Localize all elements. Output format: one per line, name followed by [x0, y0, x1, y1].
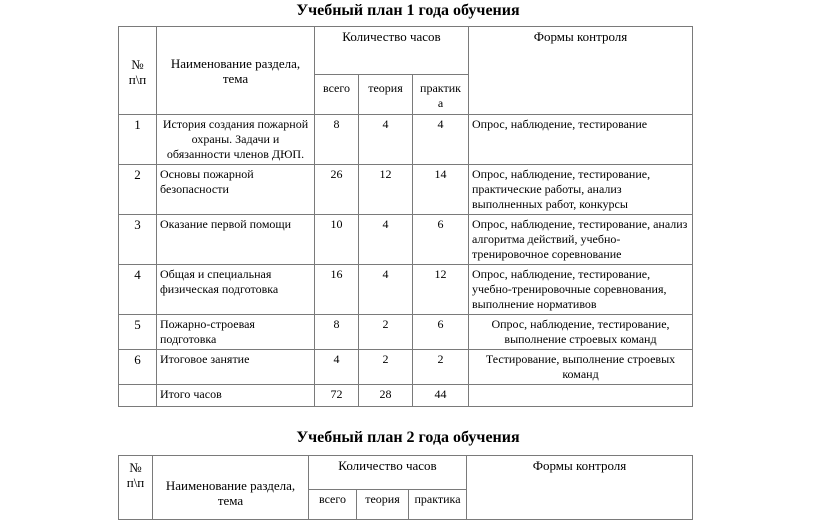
row-forms: Опрос, наблюдение, тестирование — [469, 115, 693, 165]
plan2-header-row — [119, 456, 693, 490]
total-hours: 72 — [315, 385, 359, 407]
row-total: 16 — [315, 265, 359, 315]
row-name: Основы пожарной безопасности — [157, 165, 315, 215]
plan2-header-num: № п\п — [119, 456, 153, 520]
row-theory: 4 — [359, 115, 413, 165]
table-row — [119, 115, 693, 165]
row-num: 4 — [119, 265, 157, 315]
row-forms: Опрос, наблюдение, тестирование, учебно-тренировочные соревнования, выполнение нормативов — [469, 265, 693, 315]
row-num: 6 — [119, 350, 157, 385]
row-forms: Опрос, наблюдение, тестирование, выполнение строевых команд — [469, 315, 693, 350]
row-theory: 2 — [359, 315, 413, 350]
plan2-header-theory: теория — [357, 490, 409, 520]
plan2-header-hours: Количество часов — [309, 456, 467, 490]
row-practice: 2 — [413, 350, 469, 385]
plan2-table — [118, 455, 693, 520]
table-row — [119, 315, 693, 350]
row-name: История создания пожарной охраны. Задачи и обязанности членов ДЮП. — [157, 115, 315, 165]
row-total: 8 — [315, 115, 359, 165]
plan2-header-total: всего — [309, 490, 357, 520]
row-total: 10 — [315, 215, 359, 265]
row-theory: 4 — [359, 215, 413, 265]
row-practice: 4 — [413, 115, 469, 165]
row-total: 26 — [315, 165, 359, 215]
plan1-table — [118, 26, 693, 407]
row-practice: 6 — [413, 315, 469, 350]
row-name: Оказание первой помощи — [157, 215, 315, 265]
total-forms-empty — [469, 385, 693, 407]
plan1-header-hours: Количество часов — [315, 27, 469, 75]
total-theory: 28 — [359, 385, 413, 407]
plan1-header-forms: Формы контроля — [469, 27, 693, 115]
row-forms: Тестирование, выполнение строевых команд — [469, 350, 693, 385]
total-practice: 44 — [413, 385, 469, 407]
plan1-total-row — [119, 385, 693, 407]
row-name: Пожарно-строевая подготовка — [157, 315, 315, 350]
plan1-header-theory: теория — [359, 75, 413, 115]
row-theory: 4 — [359, 265, 413, 315]
row-name: Общая и специальная физическая подготовка — [157, 265, 315, 315]
table-row — [119, 215, 693, 265]
plan1-title: Учебный план 1 года обучения — [296, 2, 520, 19]
row-theory: 12 — [359, 165, 413, 215]
table-row — [119, 165, 693, 215]
row-practice: 14 — [413, 165, 469, 215]
row-theory: 2 — [359, 350, 413, 385]
row-total: 8 — [315, 315, 359, 350]
plan2-header-section: Наименование раздела, тема — [153, 456, 309, 520]
plan1-header-total: всего — [315, 75, 359, 115]
total-empty-cell — [119, 385, 157, 407]
row-num: 3 — [119, 215, 157, 265]
row-forms: Опрос, наблюдение, тестирование, практические работы, анализ выполненных работ, конкурсы — [469, 165, 693, 215]
row-total: 4 — [315, 350, 359, 385]
plan1-header-row — [119, 27, 693, 75]
plan1-header-practice: практик а — [413, 75, 469, 115]
row-name: Итоговое занятие — [157, 350, 315, 385]
plan2-title: Учебный план 2 года обучения — [296, 429, 520, 446]
row-practice: 6 — [413, 215, 469, 265]
row-num: 5 — [119, 315, 157, 350]
plan2-header-practice: практика — [409, 490, 467, 520]
row-forms: Опрос, наблюдение, тестирование, анализ алгоритма действий, учебно-тренировочное соревнование — [469, 215, 693, 265]
plan2-header-forms: Формы контроля — [467, 456, 693, 520]
row-practice: 12 — [413, 265, 469, 315]
row-num: 1 — [119, 115, 157, 165]
plan1-header-num: № п\п — [119, 27, 157, 115]
table-row — [119, 265, 693, 315]
total-label: Итого часов — [157, 385, 315, 407]
plan1-header-section: Наименование раздела, тема — [157, 27, 315, 115]
row-num: 2 — [119, 165, 157, 215]
table-row — [119, 350, 693, 385]
